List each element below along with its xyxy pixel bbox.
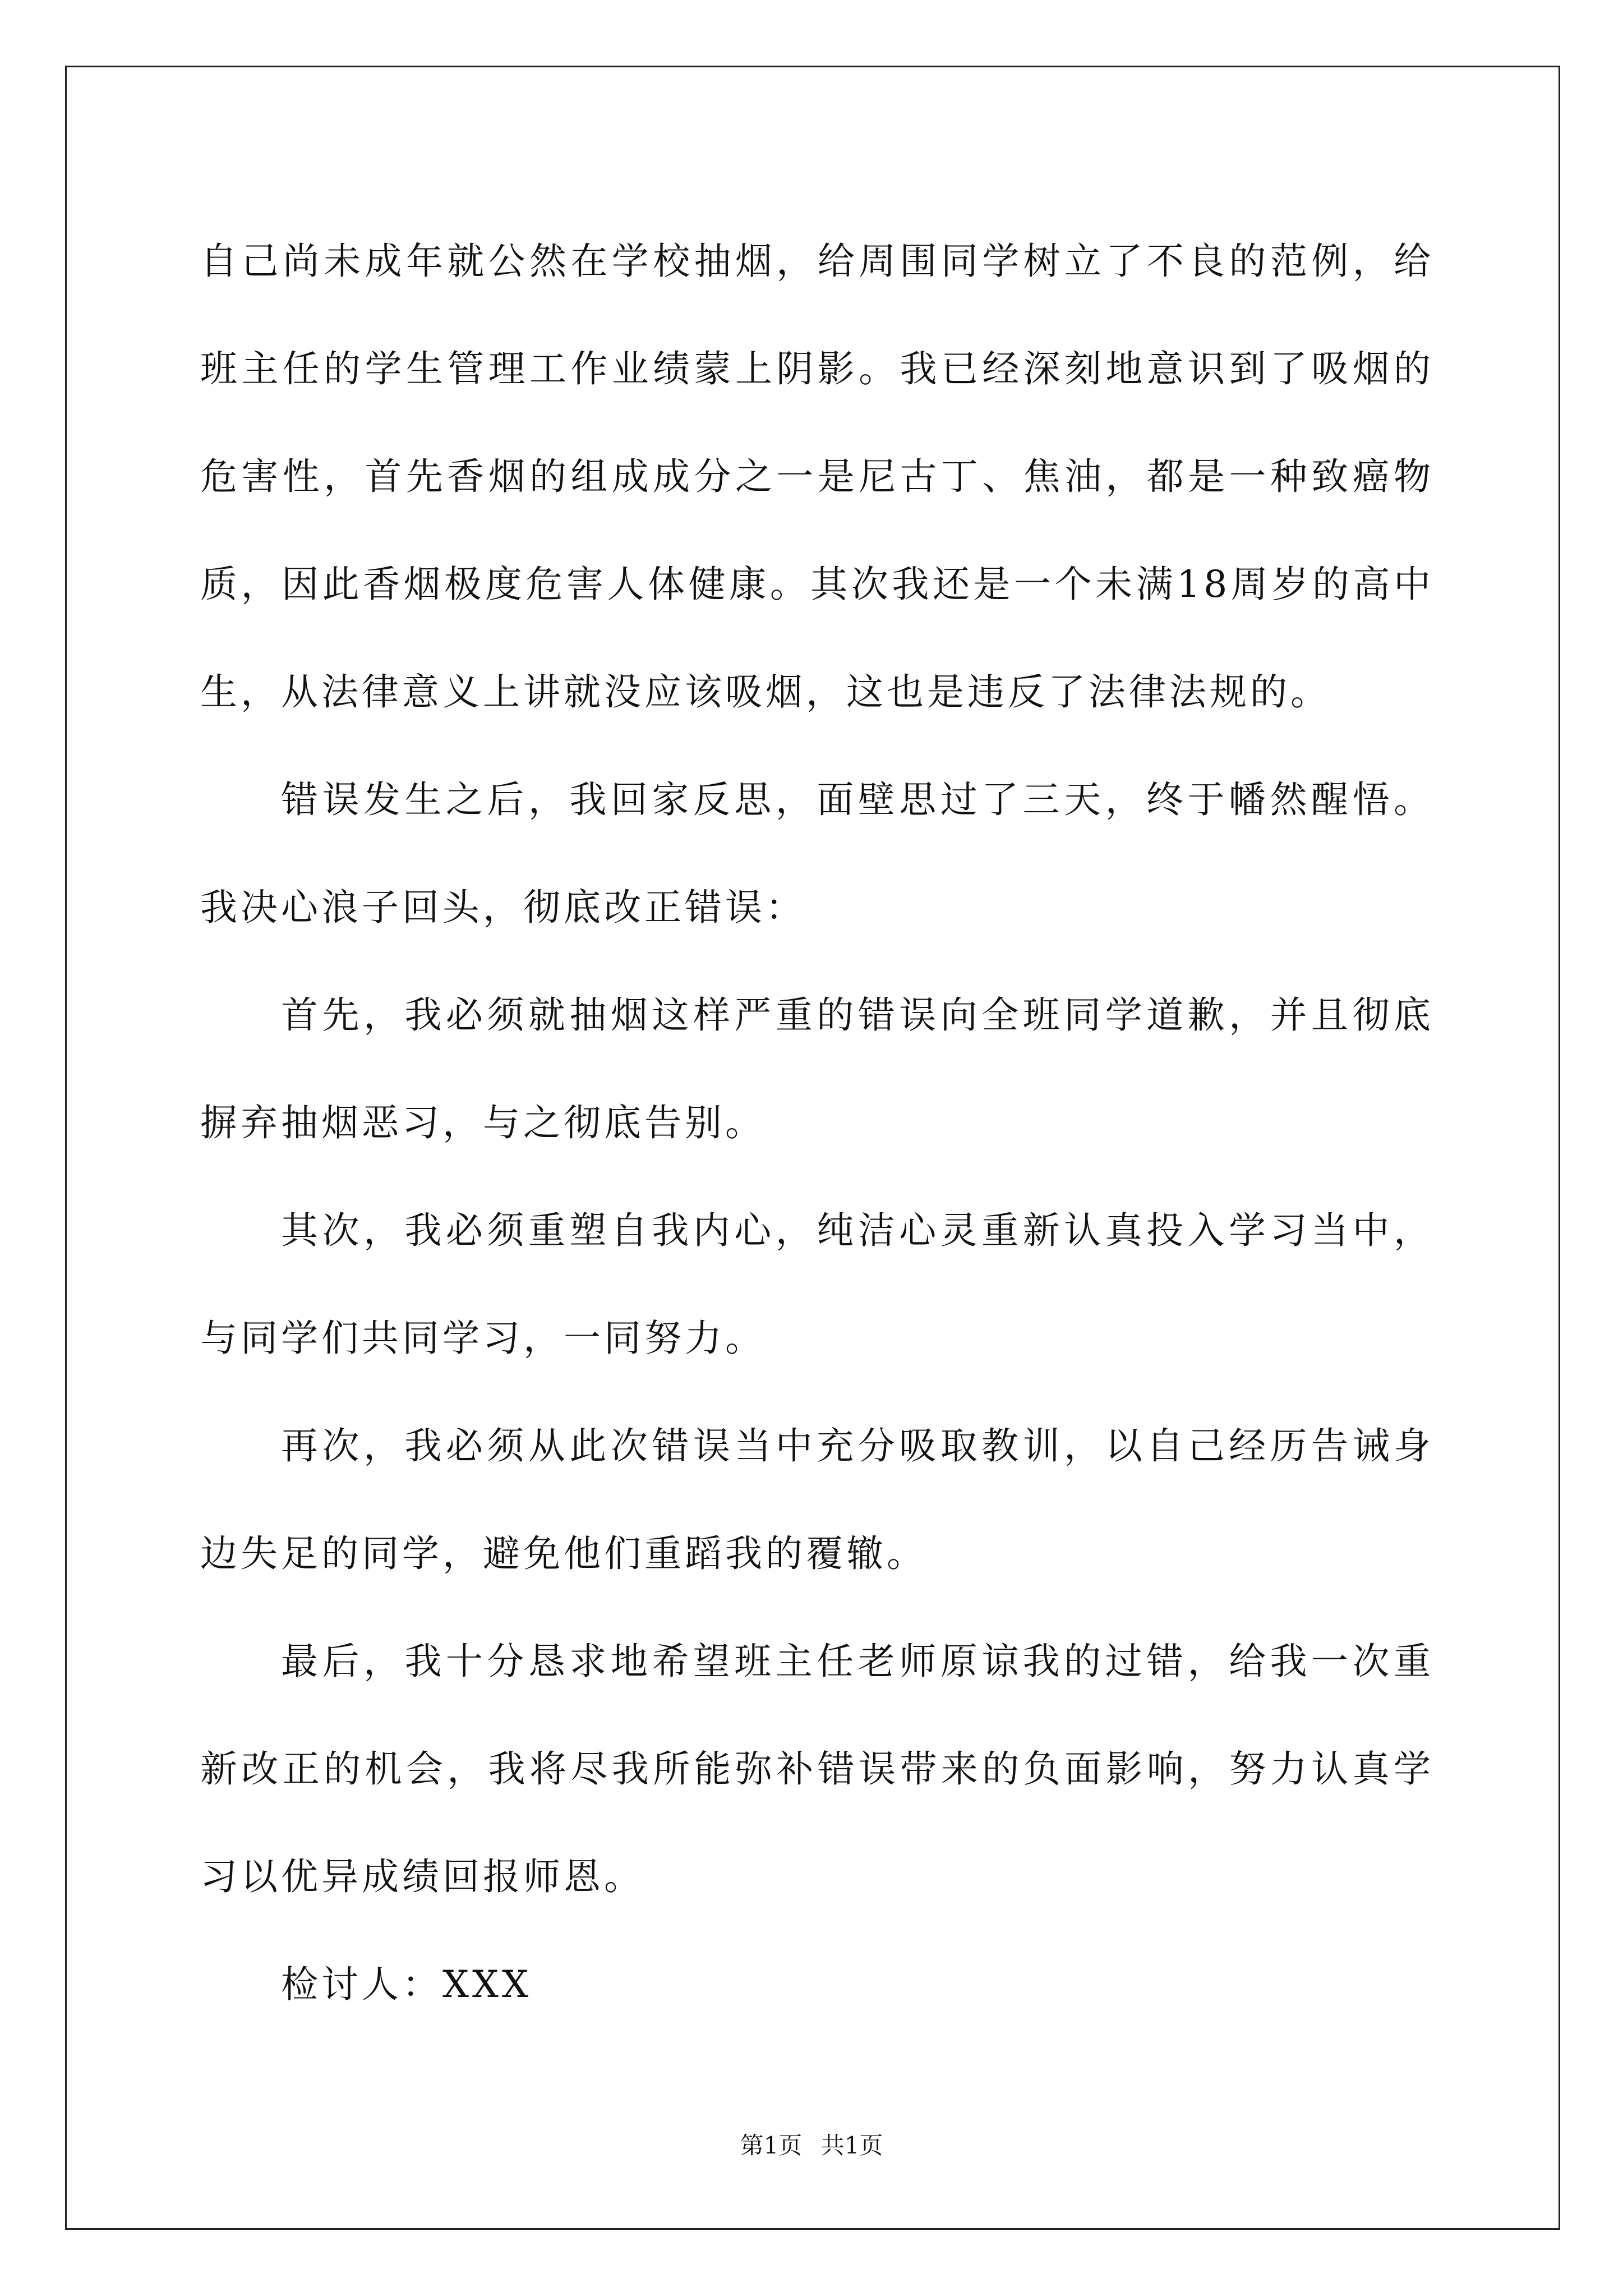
page-footer xyxy=(0,2129,1623,2162)
paragraph-3: 首先，我必须就抽烟这样严重的错误向全班同学道歉，并且彻底摒弃抽烟恶习，与之彻底告别。 xyxy=(200,993,1434,1144)
signature-line: 检讨人：XXX xyxy=(281,1963,532,2006)
document-body xyxy=(200,208,1434,2039)
page-number: 第1页 xyxy=(740,2132,803,2159)
paragraph-1: 自己尚未成年就公然在学校抽烟，给周围同学树立了不良的范例，给班主任的学生管理工作业绩蒙上阴影。我已经深刻地意识到了吸烟的危害性，首先香烟的组成成分之一是尼古丁、焦油，都是一种致癌物质，因此香烟极度危害人体健康。其次我还是一个未满18周岁的高中生，从法律意义上讲就没应该吸烟，这也是违反了法律法规的。 xyxy=(200,240,1434,714)
paragraph-5: 再次，我必须从此次错误当中充分吸取教训，以自己经历告诫身边失足的同学，避免他们重蹈我的覆辙。 xyxy=(200,1424,1434,1575)
paragraph-4: 其次，我必须重塑自我内心，纯洁心灵重新认真投入学习当中，与同学们共同学习，一同努力。 xyxy=(200,1209,1434,1360)
total-pages: 共1页 xyxy=(820,2132,883,2159)
paragraph-6: 最后，我十分恳求地希望班主任老师原谅我的过错，给我一次重新改正的机会，我将尽我所能弥补错误带来的负面影响，努力认真学习以优异成绩回报师恩。 xyxy=(200,1640,1434,1898)
paragraph-2: 错误发生之后，我回家反思，面壁思过了三天，终于幡然醒悟。我决心浪子回头，彻底改正错误： xyxy=(200,778,1434,929)
